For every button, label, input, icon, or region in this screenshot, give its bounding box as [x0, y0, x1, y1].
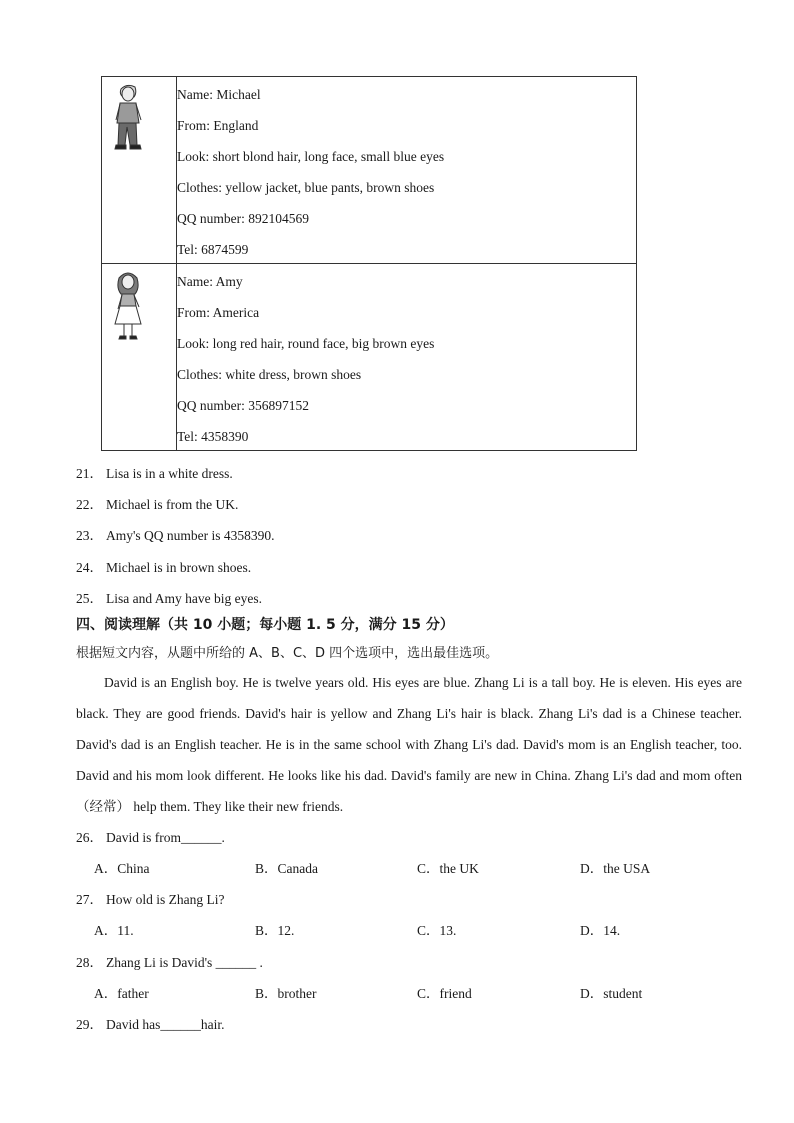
name-line: Name: Amy	[177, 274, 243, 289]
section-title: 四、阅读理解（共 10 小题；每小题 1. 5 分，满分 15 分）	[76, 617, 454, 633]
option-c: C．friend	[417, 986, 472, 1001]
clothes-line: Clothes: yellow jacket, blue pants, brown shoes	[177, 180, 435, 195]
option-a: A．11.	[94, 923, 134, 938]
question-text: Michael is in brown shoes.	[106, 560, 252, 575]
boy-figure-image	[102, 77, 176, 157]
question-text: Lisa and Amy have big eyes.	[106, 591, 262, 606]
option-b: B．12.	[255, 923, 295, 938]
girl-figure-image	[102, 264, 176, 344]
question-22	[76, 496, 238, 514]
question-number: 23．	[76, 528, 103, 543]
option-c: C．the UK	[417, 861, 479, 876]
question-number: 22．	[76, 497, 103, 512]
question-number: 28．	[76, 955, 103, 970]
question-26	[76, 829, 225, 847]
from-line: From: America	[177, 305, 260, 320]
question-number: 27．	[76, 892, 103, 907]
option-b: B．brother	[255, 986, 317, 1001]
qq-line: QQ number: 356897152	[177, 398, 309, 413]
option-a: A．China	[94, 861, 150, 876]
qq-line: QQ number: 892104569	[177, 211, 309, 226]
question-number: 25．	[76, 591, 103, 606]
question-text: How old is Zhang Li?	[106, 892, 225, 907]
question-29	[76, 1016, 224, 1034]
question-number: 21．	[76, 466, 103, 481]
question-25	[76, 590, 262, 608]
option-a: A．father	[94, 986, 149, 1001]
profile-table	[101, 76, 637, 451]
question-text: Lisa is in a white dress.	[106, 466, 233, 481]
look-line: Look: long red hair, round face, big brown eyes	[177, 336, 435, 351]
option-d: D．the USA	[580, 861, 651, 876]
question-number: 24．	[76, 560, 103, 575]
question-number: 29．	[76, 1017, 103, 1032]
profile-row	[102, 77, 637, 264]
option-d: D．student	[580, 986, 643, 1001]
look-line: Look: short blond hair, long face, small blue eyes	[177, 149, 445, 164]
picture-cell	[102, 77, 177, 264]
option-b: B．Canada	[255, 861, 318, 876]
section-instruction: 根据短文内容，从题中所给的 A、B、C、D 四个选项中，选出最佳选项。	[76, 646, 499, 661]
option-c: C．13.	[417, 923, 457, 938]
from-line: From: England	[177, 118, 259, 133]
question-text: Zhang Li is David's ______ .	[106, 955, 263, 970]
michael-info-cell	[177, 77, 637, 264]
name-line: Name: Michael	[177, 87, 261, 102]
question-text: Michael is from the UK.	[106, 497, 239, 512]
tel-line: Tel: 6874599	[177, 242, 249, 257]
option-d: D．14.	[580, 923, 621, 938]
picture-cell	[102, 264, 177, 451]
amy-info-cell	[177, 264, 637, 451]
question-text: David is from______.	[106, 830, 225, 845]
reading-passage: David is an English boy. He is twelve years old. His eyes are blue. Zhang Li is a tall boy. He is eleven. His eyes are black. They are good friends. David's hair is yellow and Zhang Li's hair is black. Zhang Li's dad is a Chinese teacher. David's dad is an English teacher. He is in the same school with Zhang Li's dad. David's mom is an English teacher, too. David and his mom look different. He looks like his dad. David's family are new in China. Zhang Li's dad and mom often （经常） help them. They like their new friends.	[76, 675, 742, 814]
tel-line: Tel: 4358390	[177, 429, 249, 444]
question-23	[76, 527, 275, 545]
profile-row	[102, 264, 637, 451]
question-text: Amy's QQ number is 4358390.	[106, 528, 275, 543]
question-24	[76, 559, 251, 577]
clothes-line: Clothes: white dress, brown shoes	[177, 367, 362, 382]
question-21	[76, 465, 233, 483]
question-text: David has______hair.	[106, 1017, 225, 1032]
question-28	[76, 954, 263, 972]
question-number: 26．	[76, 830, 103, 845]
question-27	[76, 891, 224, 909]
